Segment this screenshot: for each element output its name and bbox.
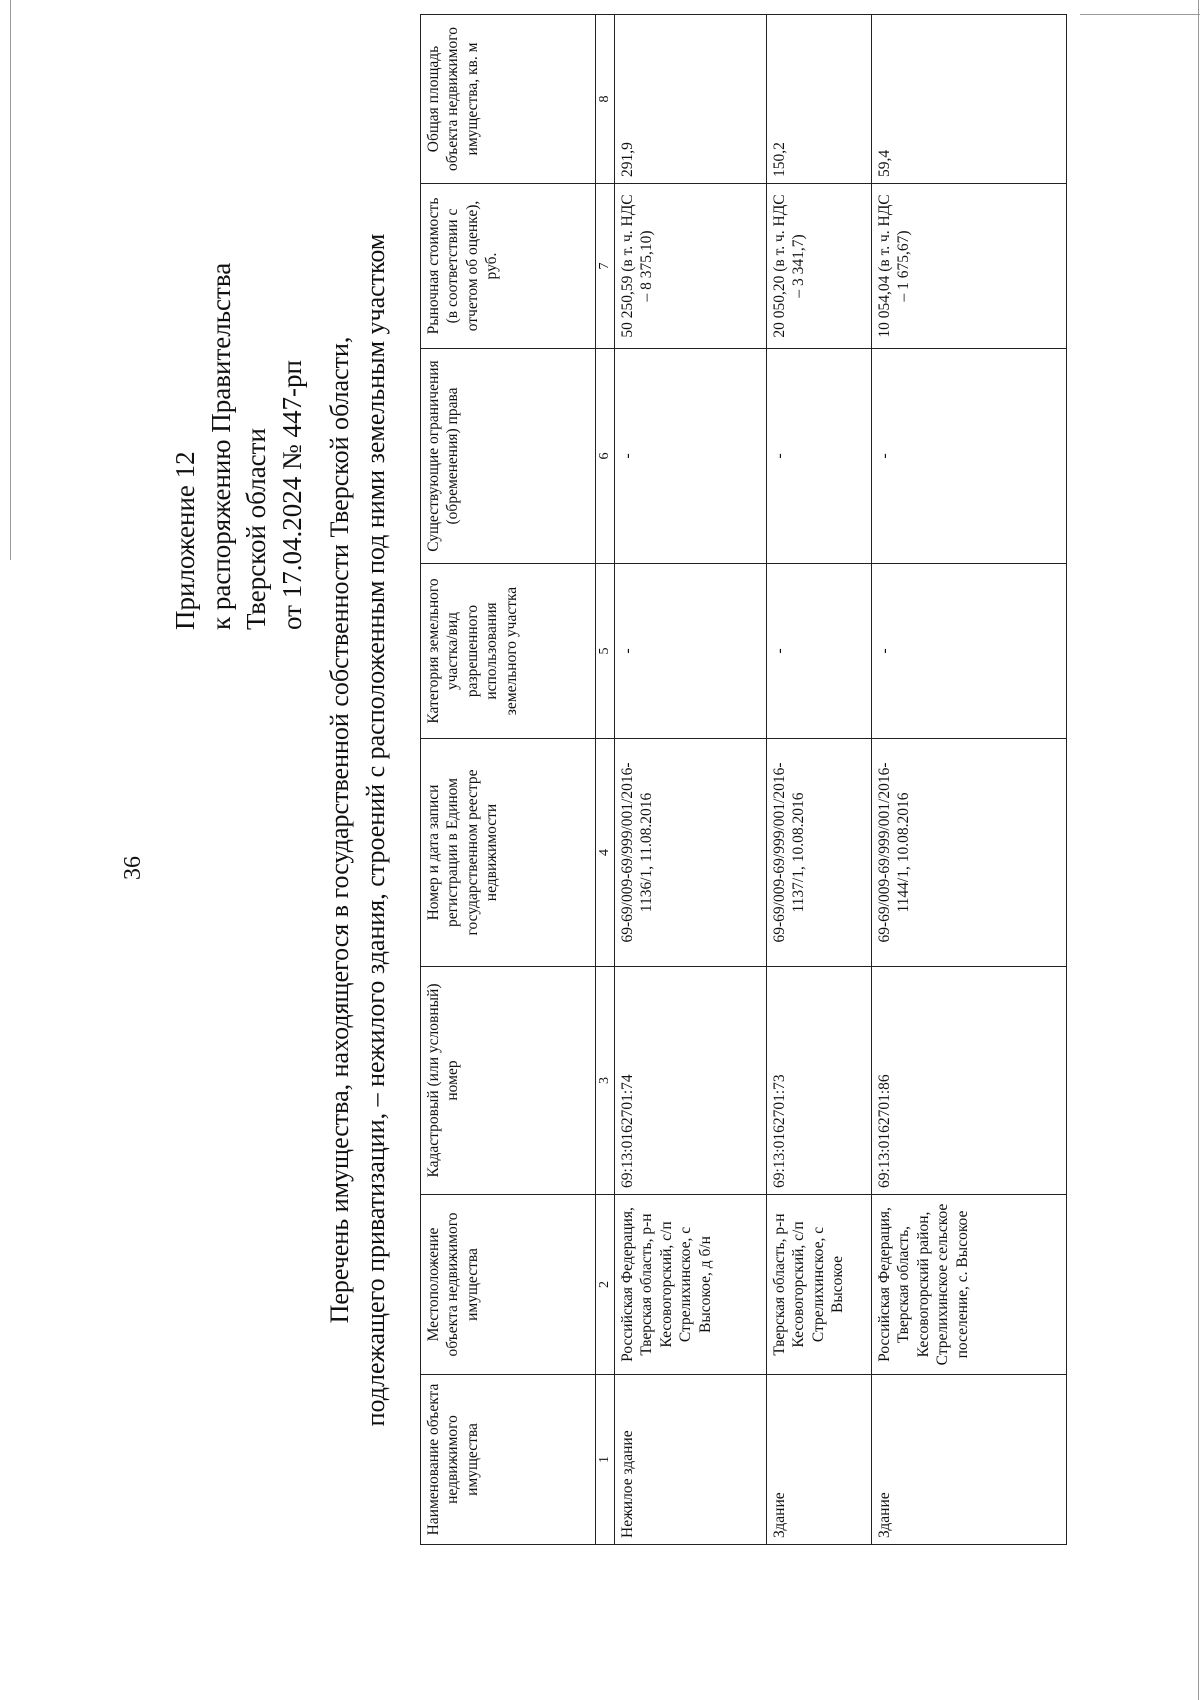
appendix-line-2: к распоряжению Правительства (205, 262, 236, 630)
header-cadastral: Кадастровый (или условный) номер (421, 967, 596, 1195)
column-number: 7 (596, 184, 615, 349)
cell-registration: 69-69/009-69/999/001/2016-1144/1, 10.08.2016 (872, 739, 1067, 967)
column-number: 4 (596, 739, 615, 967)
cell-restrictions: - (767, 349, 872, 564)
column-number: 3 (596, 967, 615, 1195)
cell-market-value: 50 250,59 (в т. ч. НДС – 8 375,10) (615, 184, 767, 349)
header-registration: Номер и дата записи регистрации в Едином государственном реестре недвижимости (421, 739, 596, 967)
appendix-line-4: от 17.04.2024 № 447-рп (276, 360, 307, 630)
appendix-block (168, 263, 311, 630)
cell-area: 59,4 (872, 15, 1067, 184)
header-restrictions: Существующие ограничения (обременения) права (421, 349, 596, 564)
page-number: 36 (120, 856, 146, 880)
header-area: Общая площадь объекта недвижимого имущества, кв. м (421, 15, 596, 184)
cell-location: Российская Федерация, Тверская область, Кесовогорский район, Стрелихинское сельское поселение, с. Высокое (872, 1195, 1067, 1375)
column-number: 1 (596, 1375, 615, 1545)
cell-registration: 69-69/009-69/999/001/2016-1137/1, 10.08.2016 (767, 739, 872, 967)
header-land-category: Категория земельного участка/вид разрешенного использования земельного участка (421, 564, 596, 739)
cell-cadastral: 69:13:0162701:74 (615, 967, 767, 1195)
table-row (872, 15, 1067, 1545)
column-number: 2 (596, 1195, 615, 1375)
title-line-2: подлежащего приватизации, – нежилого здания, строений с расположенным под ними земельным участком (360, 233, 390, 1427)
cell-restrictions: - (615, 349, 767, 564)
cell-area: 291,9 (615, 15, 767, 184)
appendix-line-3: Тверской области (241, 428, 272, 630)
cell-location: Российская Федерация, Тверская область, р-н Кесовогорский, с/п Стрелихинское, с Высокое, д б/н (615, 1195, 767, 1375)
table-row (767, 15, 872, 1545)
cell-market-value: 20 050,20 (в т. ч. НДС – 3 341,7) (767, 184, 872, 349)
cell-name: Здание (872, 1375, 1067, 1545)
header-location: Местоположение объекта недвижимого имущества (421, 1195, 596, 1375)
column-number-row (596, 15, 615, 1545)
cell-land-category: - (615, 564, 767, 739)
cell-name: Нежилое здание (615, 1375, 767, 1545)
property-table (420, 14, 1067, 1545)
document-title (322, 80, 394, 1580)
table-header-row (421, 15, 596, 1545)
column-number: 8 (596, 15, 615, 184)
column-number: 6 (596, 349, 615, 564)
cell-market-value: 10 054,04 (в т. ч. НДС – 1 675,67) (872, 184, 1067, 349)
cell-cadastral: 69:13:0162701:73 (767, 967, 872, 1195)
cell-land-category: - (872, 564, 1067, 739)
header-market-value: Рыночная стоимость (в соответствии с отчетом об оценке), руб. (421, 184, 596, 349)
table-row (615, 15, 767, 1545)
cell-name: Здание (767, 1375, 872, 1545)
header-name: Наименование объекта недвижимого имущества (421, 1375, 596, 1545)
cell-registration: 69-69/009-69/999/001/2016-1136/1, 11.08.2016 (615, 739, 767, 967)
cell-area: 150,2 (767, 15, 872, 184)
cell-location: Тверская область, р-н Кесовогорский, с/п Стрелихинское, с Высокое (767, 1195, 872, 1375)
cell-restrictions: - (872, 349, 1067, 564)
appendix-line-1: Приложение 12 (170, 451, 200, 630)
cell-cadastral: 69:13:0162701:86 (872, 967, 1067, 1195)
cell-land-category: - (767, 564, 872, 739)
title-line-1: Перечень имущества, находящегося в государственной собственности Тверской области, (325, 336, 354, 1324)
column-number: 5 (596, 564, 615, 739)
